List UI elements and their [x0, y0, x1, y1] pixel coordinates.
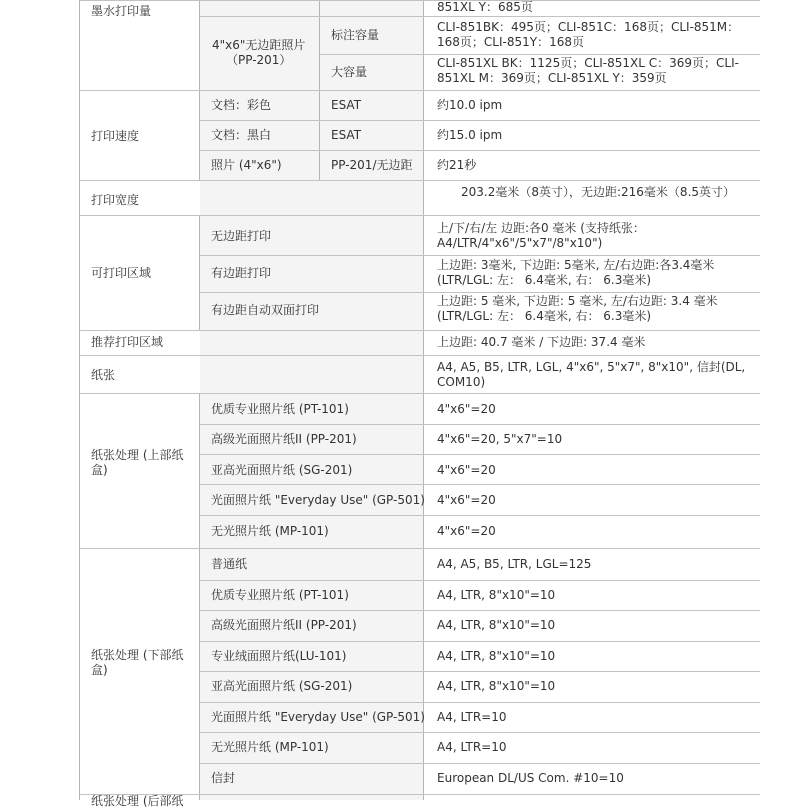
row-divider — [200, 610, 760, 611]
lower-tray-value: A4, LTR=10 — [437, 710, 507, 724]
row-divider — [200, 16, 760, 17]
high-capacity-label: 大容量 — [331, 65, 368, 79]
speed-mode: 文档：黑白 — [211, 128, 272, 142]
speed-mode: 照片 (4"x6") — [211, 158, 282, 172]
lower-tray-type: 光面照片纸 "Everyday Use" (GP-501) — [211, 710, 425, 724]
printable-mode: 无边距打印 — [211, 229, 272, 243]
row-divider — [200, 150, 760, 151]
paper-value: A4, A5, B5, LTR, LGL, 4"x6", 5"x7", 8"x10", 信封(DL, COM10) — [437, 360, 746, 389]
category-recommended-area: 推荐打印区域 — [91, 335, 164, 349]
lower-tray-type: 无光照片纸 (MP-101) — [211, 740, 329, 754]
lower-tray-type: 高级光面照片纸II (PP-201) — [211, 618, 357, 632]
lower-tray-type: 普通纸 — [211, 557, 248, 571]
row-divider — [200, 484, 760, 485]
lower-tray-type: 信封 — [211, 771, 236, 785]
spec-value: 851XL Y：685页 — [437, 0, 533, 14]
printable-value: 上边距: 5 毫米, 下边距: 5 毫米, 左/右边距: 3.4 毫米 (LTR/LGL: 左： 6.4毫米, 右： 6.3毫米) — [437, 294, 718, 323]
row-divider — [80, 90, 760, 91]
lower-tray-type: 优质专业照片纸 (PT-101) — [211, 588, 349, 602]
lower-tray-value: A4, LTR, 8"x10"=10 — [437, 679, 556, 693]
category-paper: 纸张 — [91, 368, 116, 382]
upper-tray-value: 4"x6"=20 — [437, 493, 496, 507]
speed-value: 约15.0 ipm — [437, 128, 503, 142]
lower-tray-value: A4, LTR=10 — [437, 740, 507, 754]
table-left-border — [79, 0, 80, 800]
ink-paper-type: 4"x6"无边距照片 （PP-201） — [212, 38, 306, 67]
lower-tray-value: A4, LTR, 8"x10"=10 — [437, 649, 556, 663]
category-print-speed: 打印速度 — [91, 129, 140, 143]
upper-tray-type: 亚高光面照片纸 (SG-201) — [211, 463, 353, 477]
category-rear-tray: 纸张处理 (后部纸 — [91, 794, 184, 808]
row-divider — [200, 702, 760, 703]
category-upper-tray: 纸张处理 (上部纸 盒) — [91, 448, 184, 477]
speed-standard: ESAT — [331, 128, 362, 142]
lower-tray-type: 亚高光面照片纸 (SG-201) — [211, 679, 353, 693]
printable-mode: 有边距自动双面打印 — [211, 303, 320, 317]
row-divider — [80, 355, 760, 356]
standard-capacity-value: CLI-851BK：495页；CLI-851C：168页；CLI-851M： 168页；CLI-851Y：168页 — [437, 20, 740, 49]
speed-value: 约21秒 — [437, 158, 477, 172]
row-divider — [80, 0, 760, 1]
high-capacity-value: CLI-851XL BK：1125页；CLI-851XL C：369页；CLI- 851XL M：369页；CLI-851XL Y：359页 — [437, 56, 739, 85]
lower-tray-value: European DL/US Com. #10=10 — [437, 771, 624, 785]
upper-tray-type: 优质专业照片纸 (PT-101) — [211, 402, 349, 416]
printable-mode: 有边距打印 — [211, 266, 272, 280]
row-divider — [80, 180, 760, 181]
printable-value: 上边距: 3毫米, 下边距: 5毫米, 左/右边距:各3.4毫米 (LTR/LGL: 左： 6.4毫米, 右： 6.3毫米) — [437, 258, 715, 287]
standard-capacity-label: 标注容量 — [331, 28, 380, 42]
row-divider — [320, 54, 760, 55]
speed-value: 约10.0 ipm — [437, 98, 503, 112]
speed-mode: 文档：彩色 — [211, 98, 272, 112]
upper-tray-type: 高级光面照片纸II (PP-201) — [211, 432, 357, 446]
printable-value: 上/下/右/左 边距:各0 毫米 (支持纸张： A4/LTR/4"x6"/5"x7"/8"x10") — [437, 221, 645, 250]
lower-tray-value: A4, LTR, 8"x10"=10 — [437, 588, 556, 602]
row-divider — [200, 732, 760, 733]
row-divider — [80, 548, 760, 549]
row-divider — [80, 393, 760, 394]
row-divider — [200, 454, 760, 455]
row-divider — [200, 580, 760, 581]
upper-tray-value: 4"x6"=20 — [437, 402, 496, 416]
recommended-area-value: 上边距: 40.7 毫米 / 下边距: 37.4 毫米 — [437, 335, 646, 349]
row-divider — [200, 641, 760, 642]
lower-tray-value: A4, A5, B5, LTR, LGL=125 — [437, 557, 592, 571]
upper-tray-type: 无光照片纸 (MP-101) — [211, 524, 329, 538]
row-divider — [80, 215, 760, 216]
row-divider — [200, 424, 760, 425]
lower-tray-type: 专业绒面照片纸(LU-101) — [211, 649, 347, 663]
category-ink-yield: 墨水打印量 — [91, 4, 152, 18]
row-divider — [200, 120, 760, 121]
upper-tray-value: 4"x6"=20 — [437, 463, 496, 477]
speed-standard: PP-201/无边距 — [331, 158, 413, 172]
upper-tray-value: 4"x6"=20 — [437, 524, 496, 538]
speed-standard: ESAT — [331, 98, 362, 112]
category-printable-area: 可打印区域 — [91, 266, 152, 280]
lower-tray-value: A4, LTR, 8"x10"=10 — [437, 618, 556, 632]
category-print-width: 打印宽度 — [91, 193, 140, 207]
print-width-value: 203.2毫米（8英寸），无边距:216毫米（8.5英寸） — [461, 185, 736, 199]
row-divider — [80, 330, 760, 331]
upper-tray-type: 光面照片纸 "Everyday Use" (GP-501) — [211, 493, 425, 507]
row-divider — [200, 292, 760, 293]
divider-col1 — [199, 215, 200, 330]
upper-tray-value: 4"x6"=20, 5"x7"=10 — [437, 432, 563, 446]
row-divider — [200, 763, 760, 764]
row-divider — [200, 255, 760, 256]
row-divider — [200, 515, 760, 516]
row-divider — [200, 671, 760, 672]
category-lower-tray: 纸张处理 (下部纸 盒) — [91, 648, 184, 677]
